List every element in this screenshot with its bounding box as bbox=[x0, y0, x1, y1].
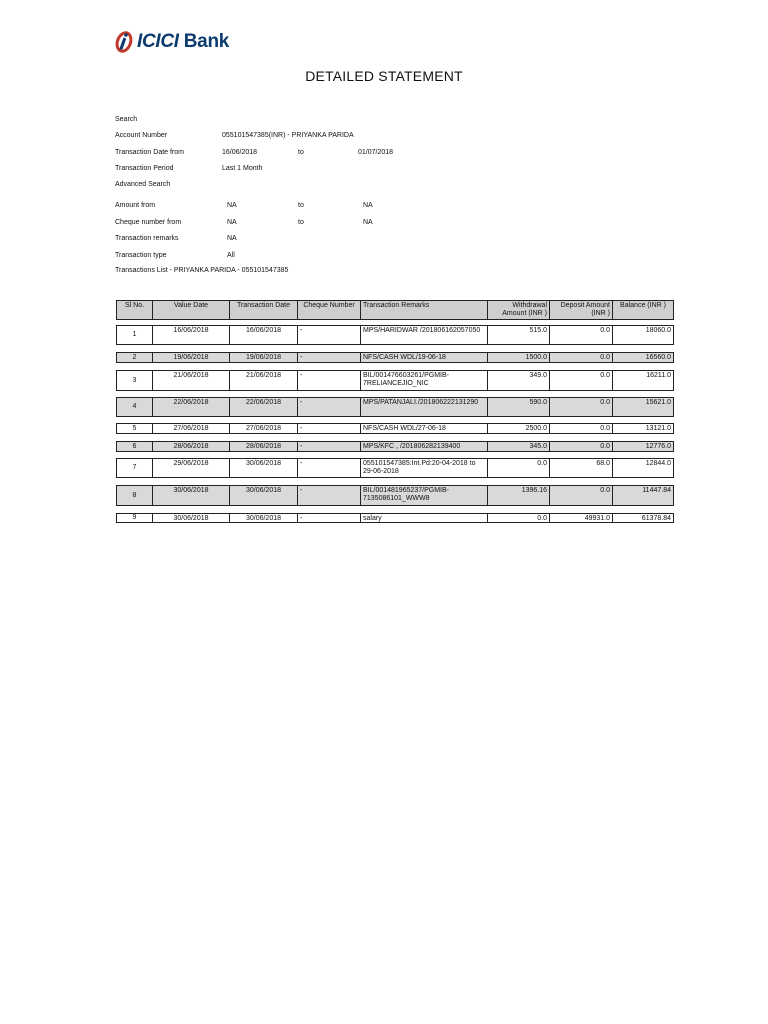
table-row bbox=[116, 397, 674, 417]
cell-transaction-date: 19/06/2018 bbox=[229, 352, 297, 363]
date-from: 16/06/2018 bbox=[222, 149, 258, 156]
cell-balance: 11447.84 bbox=[612, 485, 674, 506]
cell-sno: 4 bbox=[116, 397, 152, 417]
cell-value-date: 30/06/2018 bbox=[152, 513, 229, 523]
date-to: 01/07/2018 bbox=[358, 149, 394, 156]
cell-cheque-number: - bbox=[297, 485, 360, 506]
table-row bbox=[116, 423, 674, 434]
header-remarks: Transaction Remarks bbox=[360, 300, 487, 320]
amount-to-label: to bbox=[298, 202, 304, 209]
cell-balance: 16560.0 bbox=[612, 352, 674, 363]
cell-withdrawal: 515.0 bbox=[487, 325, 549, 345]
cell-transaction-date: 16/06/2018 bbox=[229, 325, 297, 345]
header-transaction-date: Transaction Date bbox=[229, 300, 297, 320]
icici-logo-icon bbox=[114, 29, 134, 55]
cell-withdrawal: 590.0 bbox=[487, 397, 549, 417]
cell-remarks: BIL/001481965237/PGMIB-7135086101_WWW8 bbox=[360, 485, 487, 506]
type-value: All bbox=[227, 252, 235, 259]
cell-withdrawal: 349.0 bbox=[487, 370, 549, 391]
cell-cheque-number: - bbox=[297, 423, 360, 434]
cell-withdrawal: 2500.0 bbox=[487, 423, 549, 434]
cell-balance: 12776.0 bbox=[612, 441, 674, 452]
table-row bbox=[116, 370, 674, 391]
cheque-to-label: to bbox=[298, 219, 304, 226]
account-label: Account Number bbox=[115, 132, 168, 139]
cell-value-date: 16/06/2018 bbox=[152, 325, 229, 345]
period-label: Transaction Period bbox=[115, 165, 174, 172]
cheque-label: Cheque number from bbox=[115, 219, 182, 226]
cell-deposit: 0.0 bbox=[549, 352, 612, 363]
page-title: DETAILED STATEMENT bbox=[305, 68, 463, 84]
cheque-to: NA bbox=[363, 219, 373, 226]
cell-remarks: MPS/PATANJALI./201806222131290 bbox=[360, 397, 487, 417]
cell-value-date: 29/06/2018 bbox=[152, 458, 229, 478]
amount-from: NA bbox=[227, 202, 237, 209]
header-sno: Sl No. bbox=[116, 300, 152, 320]
cell-cheque-number: - bbox=[297, 513, 360, 523]
header-balance: Balance (INR ) bbox=[612, 300, 674, 320]
cell-balance: 15621.0 bbox=[612, 397, 674, 417]
cell-remarks: MPS/KFC , /201806282139400 bbox=[360, 441, 487, 452]
amount-label: Amount from bbox=[115, 202, 156, 209]
cell-remarks: salary bbox=[360, 513, 487, 523]
cell-deposit: 0.0 bbox=[549, 423, 612, 434]
cell-cheque-number: - bbox=[297, 370, 360, 391]
cell-withdrawal: 0.0 bbox=[487, 458, 549, 478]
search-heading: Search bbox=[115, 116, 138, 123]
table-row bbox=[116, 441, 674, 452]
cell-sno: 9 bbox=[116, 513, 152, 523]
advanced-search-heading: Advanced Search bbox=[115, 181, 171, 188]
cell-transaction-date: 27/06/2018 bbox=[229, 423, 297, 434]
cell-value-date: 28/06/2018 bbox=[152, 441, 229, 452]
cell-balance: 18060.0 bbox=[612, 325, 674, 345]
cell-cheque-number: - bbox=[297, 352, 360, 363]
cell-sno: 2 bbox=[116, 352, 152, 363]
type-label: Transaction type bbox=[115, 252, 167, 259]
period-value: Last 1 Month bbox=[222, 165, 263, 172]
table-row bbox=[116, 325, 674, 345]
cell-balance: 12844.0 bbox=[612, 458, 674, 478]
table-row bbox=[116, 458, 674, 478]
date-to-label: to bbox=[298, 149, 304, 156]
cell-value-date: 30/06/2018 bbox=[152, 485, 229, 506]
logo-wordmark: ICICI Bank bbox=[137, 31, 230, 52]
cell-balance: 13121.0 bbox=[612, 423, 674, 434]
cell-remarks: BIL/001476603261/PGMIB-7RELIANCEJIO_NIC bbox=[360, 370, 487, 391]
cell-deposit: 0.0 bbox=[549, 485, 612, 506]
cell-value-date: 19/06/2018 bbox=[152, 352, 229, 363]
cell-value-date: 27/06/2018 bbox=[152, 423, 229, 434]
cell-sno: 7 bbox=[116, 458, 152, 478]
cell-cheque-number: - bbox=[297, 397, 360, 417]
cell-sno: 6 bbox=[116, 441, 152, 452]
cell-deposit: 0.0 bbox=[549, 325, 612, 345]
cheque-from: NA bbox=[227, 219, 237, 226]
header-value-date: Value Date bbox=[152, 300, 229, 320]
cell-remarks: 055101547385:Int.Pd:20-04-2018 to 29-06-2018 bbox=[360, 458, 487, 478]
header-deposit: Deposit Amount (INR ) bbox=[549, 300, 612, 320]
date-label: Transaction Date from bbox=[115, 149, 184, 156]
icici-bank-logo bbox=[114, 28, 229, 56]
cell-transaction-date: 30/06/2018 bbox=[229, 485, 297, 506]
cell-value-date: 21/06/2018 bbox=[152, 370, 229, 391]
table-row bbox=[116, 513, 674, 523]
cell-deposit: 0.0 bbox=[549, 370, 612, 391]
cell-transaction-date: 30/06/2018 bbox=[229, 458, 297, 478]
cell-transaction-date: 28/06/2018 bbox=[229, 441, 297, 452]
cell-deposit: 49931.0 bbox=[549, 513, 612, 523]
cell-withdrawal: 1396.16 bbox=[487, 485, 549, 506]
cell-transaction-date: 22/06/2018 bbox=[229, 397, 297, 417]
header-cheque-number: Cheque Number bbox=[297, 300, 360, 320]
cell-sno: 5 bbox=[116, 423, 152, 434]
cell-sno: 8 bbox=[116, 485, 152, 506]
cell-withdrawal: 0.0 bbox=[487, 513, 549, 523]
cell-transaction-date: 30/06/2018 bbox=[229, 513, 297, 523]
cell-sno: 3 bbox=[116, 370, 152, 391]
cell-cheque-number: - bbox=[297, 458, 360, 478]
table-header bbox=[116, 300, 674, 320]
cell-remarks: MPS/HARIDWAR /201806162057050 bbox=[360, 325, 487, 345]
table-row bbox=[116, 485, 674, 506]
remarks-value: NA bbox=[227, 235, 237, 242]
cell-deposit: 0.0 bbox=[549, 397, 612, 417]
cell-withdrawal: 1500.0 bbox=[487, 352, 549, 363]
cell-withdrawal: 345.0 bbox=[487, 441, 549, 452]
cell-remarks: NFS/CASH WDL/19-06-18 bbox=[360, 352, 487, 363]
account-value: 055101547385(INR) - PRIYANKA PARIDA bbox=[222, 132, 354, 139]
cell-deposit: 0.0 bbox=[549, 441, 612, 452]
cell-cheque-number: - bbox=[297, 325, 360, 345]
remarks-label: Transaction remarks bbox=[115, 235, 179, 242]
cell-sno: 1 bbox=[116, 325, 152, 345]
amount-to: NA bbox=[363, 202, 373, 209]
transactions-list-label: Transactions List - PRIYANKA PARIDA - 055101547385 bbox=[115, 267, 289, 274]
cell-value-date: 22/06/2018 bbox=[152, 397, 229, 417]
table-row bbox=[116, 352, 674, 363]
cell-balance: 16211.0 bbox=[612, 370, 674, 391]
header-withdrawal: Withdrawal Amount (INR ) bbox=[487, 300, 549, 320]
cell-remarks: NFS/CASH WDL/27-06-18 bbox=[360, 423, 487, 434]
cell-cheque-number: - bbox=[297, 441, 360, 452]
cell-transaction-date: 21/06/2018 bbox=[229, 370, 297, 391]
cell-balance: 61378.84 bbox=[612, 513, 674, 523]
cell-deposit: 68.0 bbox=[549, 458, 612, 478]
